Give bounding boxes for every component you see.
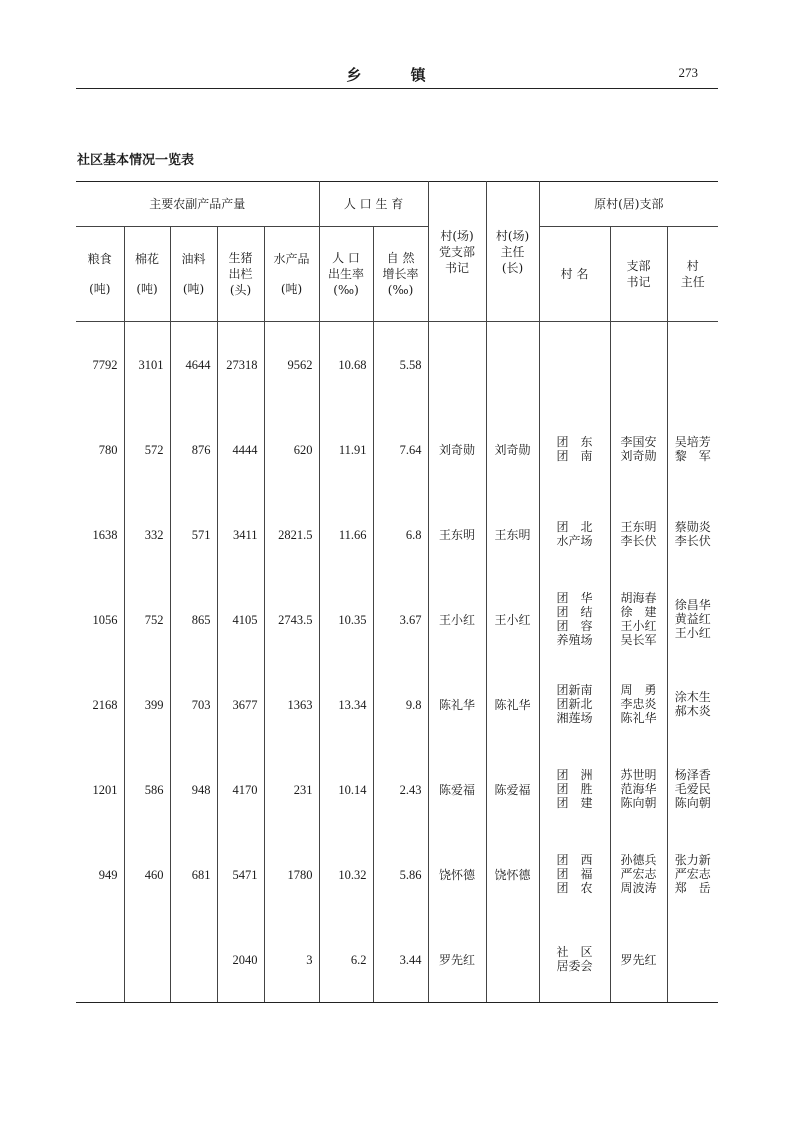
- former-branch-header: 原村(居)支部: [539, 182, 718, 227]
- cotton-cell: 3101: [124, 322, 170, 408]
- village-name-cell: [539, 322, 610, 408]
- header-title: 乡 镇: [346, 66, 448, 84]
- table-caption: 社区基本情况一览表: [77, 152, 195, 167]
- birth-rate-cell: 10.32: [319, 832, 373, 917]
- director-cell: 刘奇勋: [486, 407, 539, 492]
- director-cell: [486, 917, 539, 1003]
- table-row: [76, 917, 718, 1003]
- population-header: 人 口 生 育: [319, 182, 428, 227]
- table-row: [76, 662, 718, 747]
- oil-cell: 4644: [170, 322, 217, 408]
- grain-cell: 949: [76, 832, 124, 917]
- party-secretary-cell: 王东明: [428, 492, 486, 577]
- branch-secretary-cell: 李国安 刘奇勋: [610, 407, 667, 492]
- birth-rate-header: 人 口 出生率 (‰): [319, 227, 373, 322]
- table-row: [76, 322, 718, 408]
- director-cell: 陈礼华: [486, 662, 539, 747]
- pig-cell: 27318: [217, 322, 264, 408]
- pig-cell: 5471: [217, 832, 264, 917]
- aquatic-cell: 231: [264, 747, 319, 832]
- director-cell: [486, 322, 539, 408]
- oil-cell: 571: [170, 492, 217, 577]
- aquatic-cell: 620: [264, 407, 319, 492]
- village-name-cell: 社 区 居委会: [539, 917, 610, 1003]
- cotton-cell: 752: [124, 577, 170, 662]
- grain-cell: 780: [76, 407, 124, 492]
- growth-rate-cell: 7.64: [373, 407, 428, 492]
- village-head-cell: 杨泽香 毛爱民 陈向朝: [667, 747, 718, 832]
- oil-cell: 865: [170, 577, 217, 662]
- birth-rate-cell: 11.66: [319, 492, 373, 577]
- party-secretary-cell: 饶怀德: [428, 832, 486, 917]
- village-head-cell: 张力新 严宏志 郑 岳: [667, 832, 718, 917]
- grain-cell: 1201: [76, 747, 124, 832]
- branch-secretary-header: 支部 书记: [610, 227, 667, 322]
- growth-rate-cell: 2.43: [373, 747, 428, 832]
- birth-rate-cell: 6.2: [319, 917, 373, 1003]
- branch-secretary-cell: 孙德兵 严宏志 周波涛: [610, 832, 667, 917]
- growth-rate-cell: 9.8: [373, 662, 428, 747]
- aquatic-cell: 3: [264, 917, 319, 1003]
- village-name-header: 村 名: [539, 227, 610, 322]
- aquatic-cell: 1780: [264, 832, 319, 917]
- branch-secretary-cell: 王东明 李长伏: [610, 492, 667, 577]
- community-table: [76, 181, 718, 1003]
- oil-cell: 681: [170, 832, 217, 917]
- party-secretary-cell: 罗先红: [428, 917, 486, 1003]
- village-head-cell: 涂木生 郝木炎: [667, 662, 718, 747]
- growth-rate-header: 自 然 增长率 (‰): [373, 227, 428, 322]
- pig-cell: 4105: [217, 577, 264, 662]
- cotton-cell: 586: [124, 747, 170, 832]
- produce-header: 主要农副产品产量: [76, 182, 319, 227]
- village-name-cell: 团 华 团 结 团 容 养殖场: [539, 577, 610, 662]
- village-head-header: 村 主任: [667, 227, 718, 322]
- birth-rate-cell: 11.91: [319, 407, 373, 492]
- grain-cell: 1638: [76, 492, 124, 577]
- aquatic-cell: 2743.5: [264, 577, 319, 662]
- oil-cell: 948: [170, 747, 217, 832]
- aquatic-cell: 1363: [264, 662, 319, 747]
- director-cell: 饶怀德: [486, 832, 539, 917]
- village-head-cell: 吴培芳 黎 军: [667, 407, 718, 492]
- growth-rate-cell: 3.67: [373, 577, 428, 662]
- village-head-cell: [667, 917, 718, 1003]
- sub-header-row: [76, 227, 718, 322]
- cotton-header: 棉花 (吨): [124, 227, 170, 322]
- oil-cell: [170, 917, 217, 1003]
- table-row: [76, 832, 718, 917]
- aquatic-cell: 2821.5: [264, 492, 319, 577]
- table-row: [76, 407, 718, 492]
- party-secretary-cell: 刘奇勋: [428, 407, 486, 492]
- village-name-cell: 团 洲 团 胜 团 建: [539, 747, 610, 832]
- oil-cell: 703: [170, 662, 217, 747]
- pig-cell: 4444: [217, 407, 264, 492]
- party-secretary-cell: 王小红: [428, 577, 486, 662]
- village-head-cell: 蔡勋炎 李长伏: [667, 492, 718, 577]
- village-name-cell: 团 东 团 南: [539, 407, 610, 492]
- cotton-cell: 332: [124, 492, 170, 577]
- pig-cell: 3677: [217, 662, 264, 747]
- party-secretary-header: 村(场) 党支部 书记: [428, 182, 486, 322]
- cotton-cell: 572: [124, 407, 170, 492]
- oil-cell: 876: [170, 407, 217, 492]
- table-row: [76, 747, 718, 832]
- aquatic-header: 水产品 (吨): [264, 227, 319, 322]
- village-name-cell: 团 北 水产场: [539, 492, 610, 577]
- birth-rate-cell: 10.35: [319, 577, 373, 662]
- pig-header: 生猪 出栏 (头): [217, 227, 264, 322]
- growth-rate-cell: 5.58: [373, 322, 428, 408]
- village-head-cell: [667, 322, 718, 408]
- cotton-cell: 460: [124, 832, 170, 917]
- branch-secretary-cell: 周 勇 李忠炎 陈礼华: [610, 662, 667, 747]
- grain-header: 粮食 (吨): [76, 227, 124, 322]
- director-cell: 王东明: [486, 492, 539, 577]
- table-row: [76, 577, 718, 662]
- village-head-cell: 徐昌华 黄益红 王小红: [667, 577, 718, 662]
- party-secretary-cell: [428, 322, 486, 408]
- grain-cell: 2168: [76, 662, 124, 747]
- birth-rate-cell: 10.68: [319, 322, 373, 408]
- director-header: 村(场) 主任 (长): [486, 182, 539, 322]
- village-name-cell: 团新南 团新北 湘莲场: [539, 662, 610, 747]
- running-header: [76, 62, 718, 89]
- pig-cell: 4170: [217, 747, 264, 832]
- birth-rate-cell: 13.34: [319, 662, 373, 747]
- director-cell: 王小红: [486, 577, 539, 662]
- branch-secretary-cell: 苏世明 范海华 陈向朝: [610, 747, 667, 832]
- cotton-cell: [124, 917, 170, 1003]
- cotton-cell: 399: [124, 662, 170, 747]
- village-name-cell: 团 西 团 福 团 农: [539, 832, 610, 917]
- table-row: [76, 492, 718, 577]
- branch-secretary-cell: 胡海春 徐 建 王小红 吴长军: [610, 577, 667, 662]
- growth-rate-cell: 6.8: [373, 492, 428, 577]
- growth-rate-cell: 5.86: [373, 832, 428, 917]
- party-secretary-cell: 陈爱福: [428, 747, 486, 832]
- page-number: 273: [678, 65, 698, 80]
- birth-rate-cell: 10.14: [319, 747, 373, 832]
- grain-cell: 7792: [76, 322, 124, 408]
- growth-rate-cell: 3.44: [373, 917, 428, 1003]
- grain-cell: [76, 917, 124, 1003]
- branch-secretary-cell: [610, 322, 667, 408]
- pig-cell: 3411: [217, 492, 264, 577]
- pig-cell: 2040: [217, 917, 264, 1003]
- aquatic-cell: 9562: [264, 322, 319, 408]
- oil-header: 油料 (吨): [170, 227, 217, 322]
- director-cell: 陈爱福: [486, 747, 539, 832]
- grain-cell: 1056: [76, 577, 124, 662]
- group-header-row: [76, 182, 718, 227]
- party-secretary-cell: 陈礼华: [428, 662, 486, 747]
- branch-secretary-cell: 罗先红: [610, 917, 667, 1003]
